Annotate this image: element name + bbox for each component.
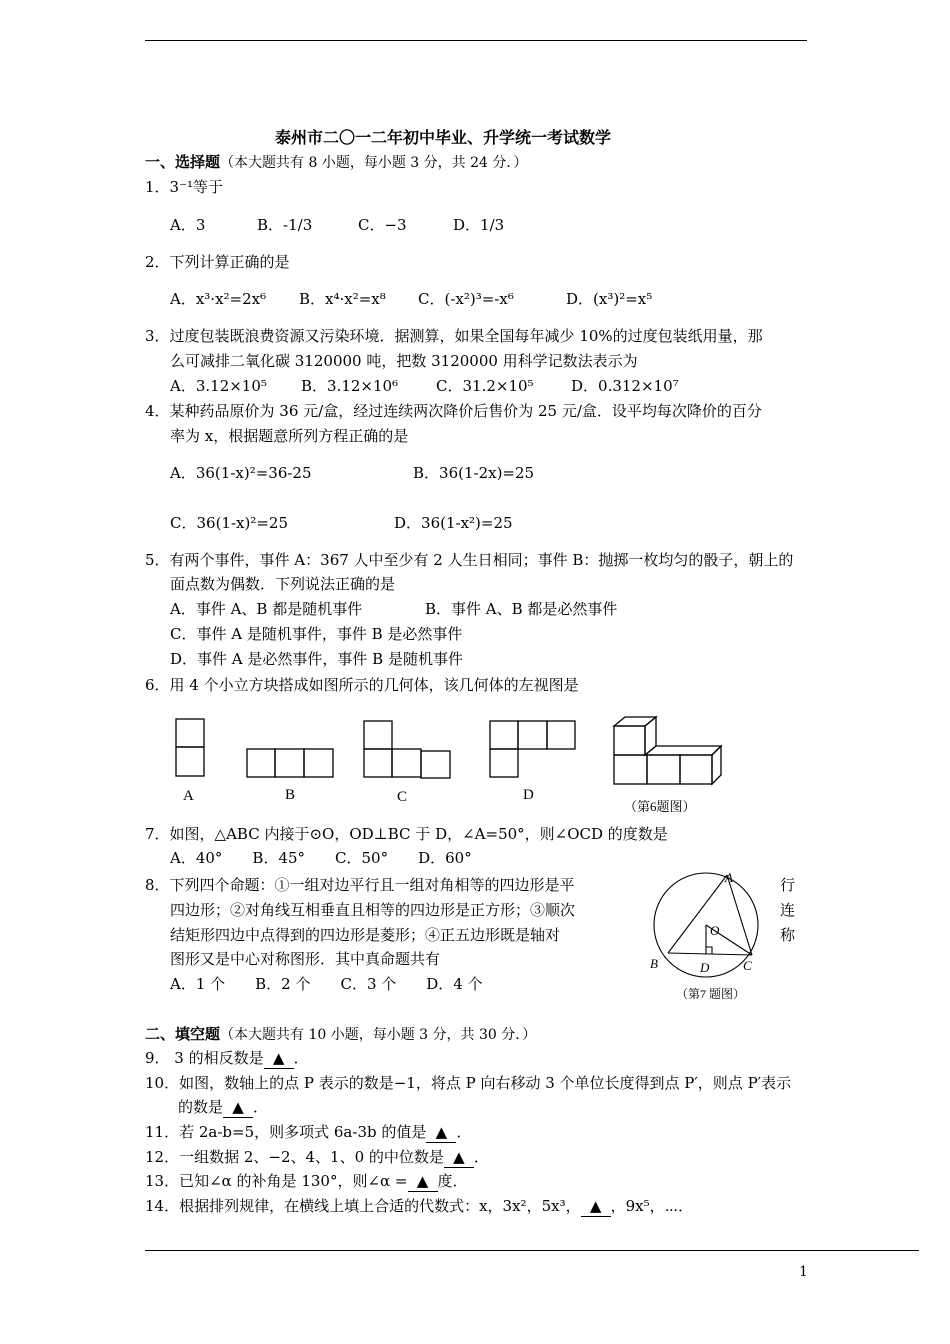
q1-option-c: C．−3 bbox=[358, 216, 407, 234]
q10-text: 的数是 bbox=[178, 1098, 224, 1116]
q10-line1: 10．如图，数轴上的点 P 表示的数是−1，将点 P 向右移动 3 个单位长度得到点 P′，则点 P′表示 bbox=[145, 1074, 792, 1092]
q8-side-char-3: 称 bbox=[780, 926, 796, 944]
q7-options: A．40° B．45° C．50° D．60° bbox=[170, 849, 472, 867]
q3-line1: 3．过度包装既浪费资源又污染环境．据测算，如果全国每年减少 10%的过度包装纸用量，那 bbox=[145, 327, 763, 345]
section2-heading bbox=[145, 1024, 536, 1045]
q6-option-d-view bbox=[490, 721, 575, 777]
q7-circle-figure bbox=[640, 865, 770, 1005]
q6-option-c-view bbox=[364, 721, 450, 778]
q8-line3: 结矩形四边中点得到的四边形是菱形；④正五边形既是轴对 bbox=[170, 926, 561, 944]
q3-option-b: B．3.12×10⁶ bbox=[301, 377, 399, 395]
q10-end: ． bbox=[253, 1098, 269, 1116]
q6-stem: 6．用 4 个小立方块搭成如图所示的几何体，该几何体的左视图是 bbox=[145, 676, 579, 694]
q9-text: 9． 3 的相反数是 bbox=[145, 1049, 264, 1067]
q8-side-char-2: 连 bbox=[780, 901, 796, 919]
footer-rule bbox=[145, 1250, 919, 1251]
q7-caption: （第7 题图） bbox=[676, 987, 746, 1001]
page-number: 1 bbox=[799, 1264, 808, 1280]
section2-note: （本大题共有 10 小题，每小题 3 分，共 30 分．） bbox=[220, 1027, 537, 1043]
q4-line1: 4．某种药品原价为 36 元/盒，经过连续两次降价后售价为 25 元/盒．设平均每次降价的百分 bbox=[145, 402, 762, 420]
q12-end: ． bbox=[473, 1148, 489, 1166]
q6-option-a-view bbox=[176, 719, 204, 747]
q9-answer-blank[interactable]: ▲ bbox=[264, 1048, 294, 1069]
q13-text: 13．已知∠α 的补角是 130°，则∠α = bbox=[145, 1172, 408, 1190]
q9-end: ． bbox=[293, 1049, 309, 1067]
q3-option-d: D．0.312×10⁷ bbox=[571, 377, 679, 395]
section1-label: 一、选择题 bbox=[145, 153, 221, 171]
q10-line2 bbox=[178, 1097, 268, 1118]
q3-line2: 么可减排二氧化碳 3120000 吨，把数 3120000 用科学记数法表示为 bbox=[170, 352, 638, 370]
q1-stem: 1．3⁻¹等于 bbox=[145, 178, 224, 196]
q1-option-b: B．-1/3 bbox=[257, 216, 313, 234]
q1-option-a: A．3 bbox=[170, 216, 206, 234]
q8-options: A．1 个 B．2 个 C．3 个 D．4 个 bbox=[170, 975, 483, 993]
q6-label-c: C bbox=[397, 789, 408, 805]
q2-option-a: A．x³·x²=2x⁶ bbox=[170, 290, 267, 308]
q6-label-d: D bbox=[523, 787, 534, 803]
q10-answer-blank[interactable]: ▲ bbox=[223, 1097, 253, 1118]
q2-option-d: D．(x³)²=x⁵ bbox=[566, 290, 653, 308]
q12 bbox=[145, 1147, 489, 1168]
section2-label: 二、填空题 bbox=[145, 1025, 221, 1043]
q3-option-a: A．3.12×10⁵ bbox=[170, 377, 267, 395]
q7-label-c: C bbox=[743, 958, 752, 973]
q2-option-b: B．x⁴·x²=x⁸ bbox=[299, 290, 386, 308]
q9 bbox=[145, 1048, 309, 1069]
q13 bbox=[145, 1171, 468, 1192]
q11-answer-blank[interactable]: ▲ bbox=[426, 1122, 456, 1143]
q8-line1: 8．下列四个命题：①一组对边平行且一组对角相等的四边形是平 bbox=[145, 876, 575, 894]
section1-note: （本大题共有 8 小题，每小题 3 分，共 24 分．） bbox=[220, 155, 528, 171]
q5-line2: 面点数为偶数．下列说法正确的是 bbox=[170, 575, 396, 593]
q5-option-c: C．事件 A 是随机事件，事件 B 是必然事件 bbox=[170, 625, 463, 643]
q7-stem: 7．如图，△ABC 内接于⊙O，OD⊥BC 于 D，∠A=50°，则∠OCD 的度数是 bbox=[145, 825, 668, 843]
q4-option-b: B．36(1-2x)=25 bbox=[413, 464, 535, 482]
q7-label-b: B bbox=[650, 956, 658, 971]
q8-side-char-1: 行 bbox=[780, 876, 796, 894]
q12-text: 12．一组数据 2、−2、4、1、0 的中位数是 bbox=[145, 1148, 444, 1166]
q14-text: 14．根据排列规律，在横线上填上合适的代数式：x，3x²，5x³， bbox=[145, 1197, 581, 1215]
q11 bbox=[145, 1122, 471, 1143]
q5-option-d: D．事件 A 是必然事件，事件 B 是随机事件 bbox=[170, 650, 463, 668]
q7-label-o: O bbox=[710, 923, 720, 938]
q13-end: 度． bbox=[437, 1172, 468, 1190]
q13-answer-blank[interactable]: ▲ bbox=[408, 1171, 438, 1192]
q11-text: 11．若 2a-b=5，则多项式 6a-3b 的值是 bbox=[145, 1123, 427, 1141]
q6-label-b: B bbox=[285, 787, 296, 803]
q4-option-c: C．36(1-x)²=25 bbox=[170, 514, 289, 532]
q12-answer-blank[interactable]: ▲ bbox=[444, 1147, 474, 1168]
q2-stem: 2．下列计算正确的是 bbox=[145, 253, 290, 271]
q5-option-b: B．事件 A、B 都是必然事件 bbox=[425, 600, 618, 618]
q8-line4: 图形又是中心对称图形．其中真命题共有 bbox=[170, 950, 441, 968]
q6-caption: （第6题图） bbox=[624, 799, 696, 814]
q14 bbox=[145, 1196, 693, 1217]
q5-option-a: A．事件 A、B 都是随机事件 bbox=[170, 600, 363, 618]
q6-option-b-view bbox=[247, 749, 333, 777]
q7-label-d: D bbox=[700, 960, 710, 975]
q4-option-a: A．36(1-x)²=36-25 bbox=[170, 464, 312, 482]
q5-line1: 5．有两个事件，事件 A：367 人中至少有 2 人生日相同；事件 B：抛掷一枚均匀的骰子，朝上的 bbox=[145, 551, 794, 569]
q11-end: ． bbox=[456, 1123, 472, 1141]
q2-option-c: C．(-x²)³=-x⁶ bbox=[418, 290, 514, 308]
exam-title: 泰州市二〇一二年初中毕业、升学统一考试数学 bbox=[275, 128, 612, 147]
q7-label-a: A bbox=[725, 870, 733, 885]
q4-option-d: D．36(1-x²)=25 bbox=[394, 514, 513, 532]
q6-geometry-solid bbox=[614, 717, 721, 784]
q14-answer-blank[interactable]: ▲ bbox=[581, 1196, 611, 1217]
q3-option-c: C．31.2×10⁵ bbox=[436, 377, 534, 395]
q8-line2: 四边形；②对角线互相垂直且相等的四边形是正方形；③顺次 bbox=[170, 901, 576, 919]
q14-end: ，9x⁵，⋯． bbox=[610, 1197, 694, 1215]
q4-line2: 率为 x，根据题意所列方程正确的是 bbox=[170, 427, 409, 445]
q1-option-d: D．1/3 bbox=[453, 216, 505, 234]
q6-label-a: A bbox=[183, 788, 194, 804]
